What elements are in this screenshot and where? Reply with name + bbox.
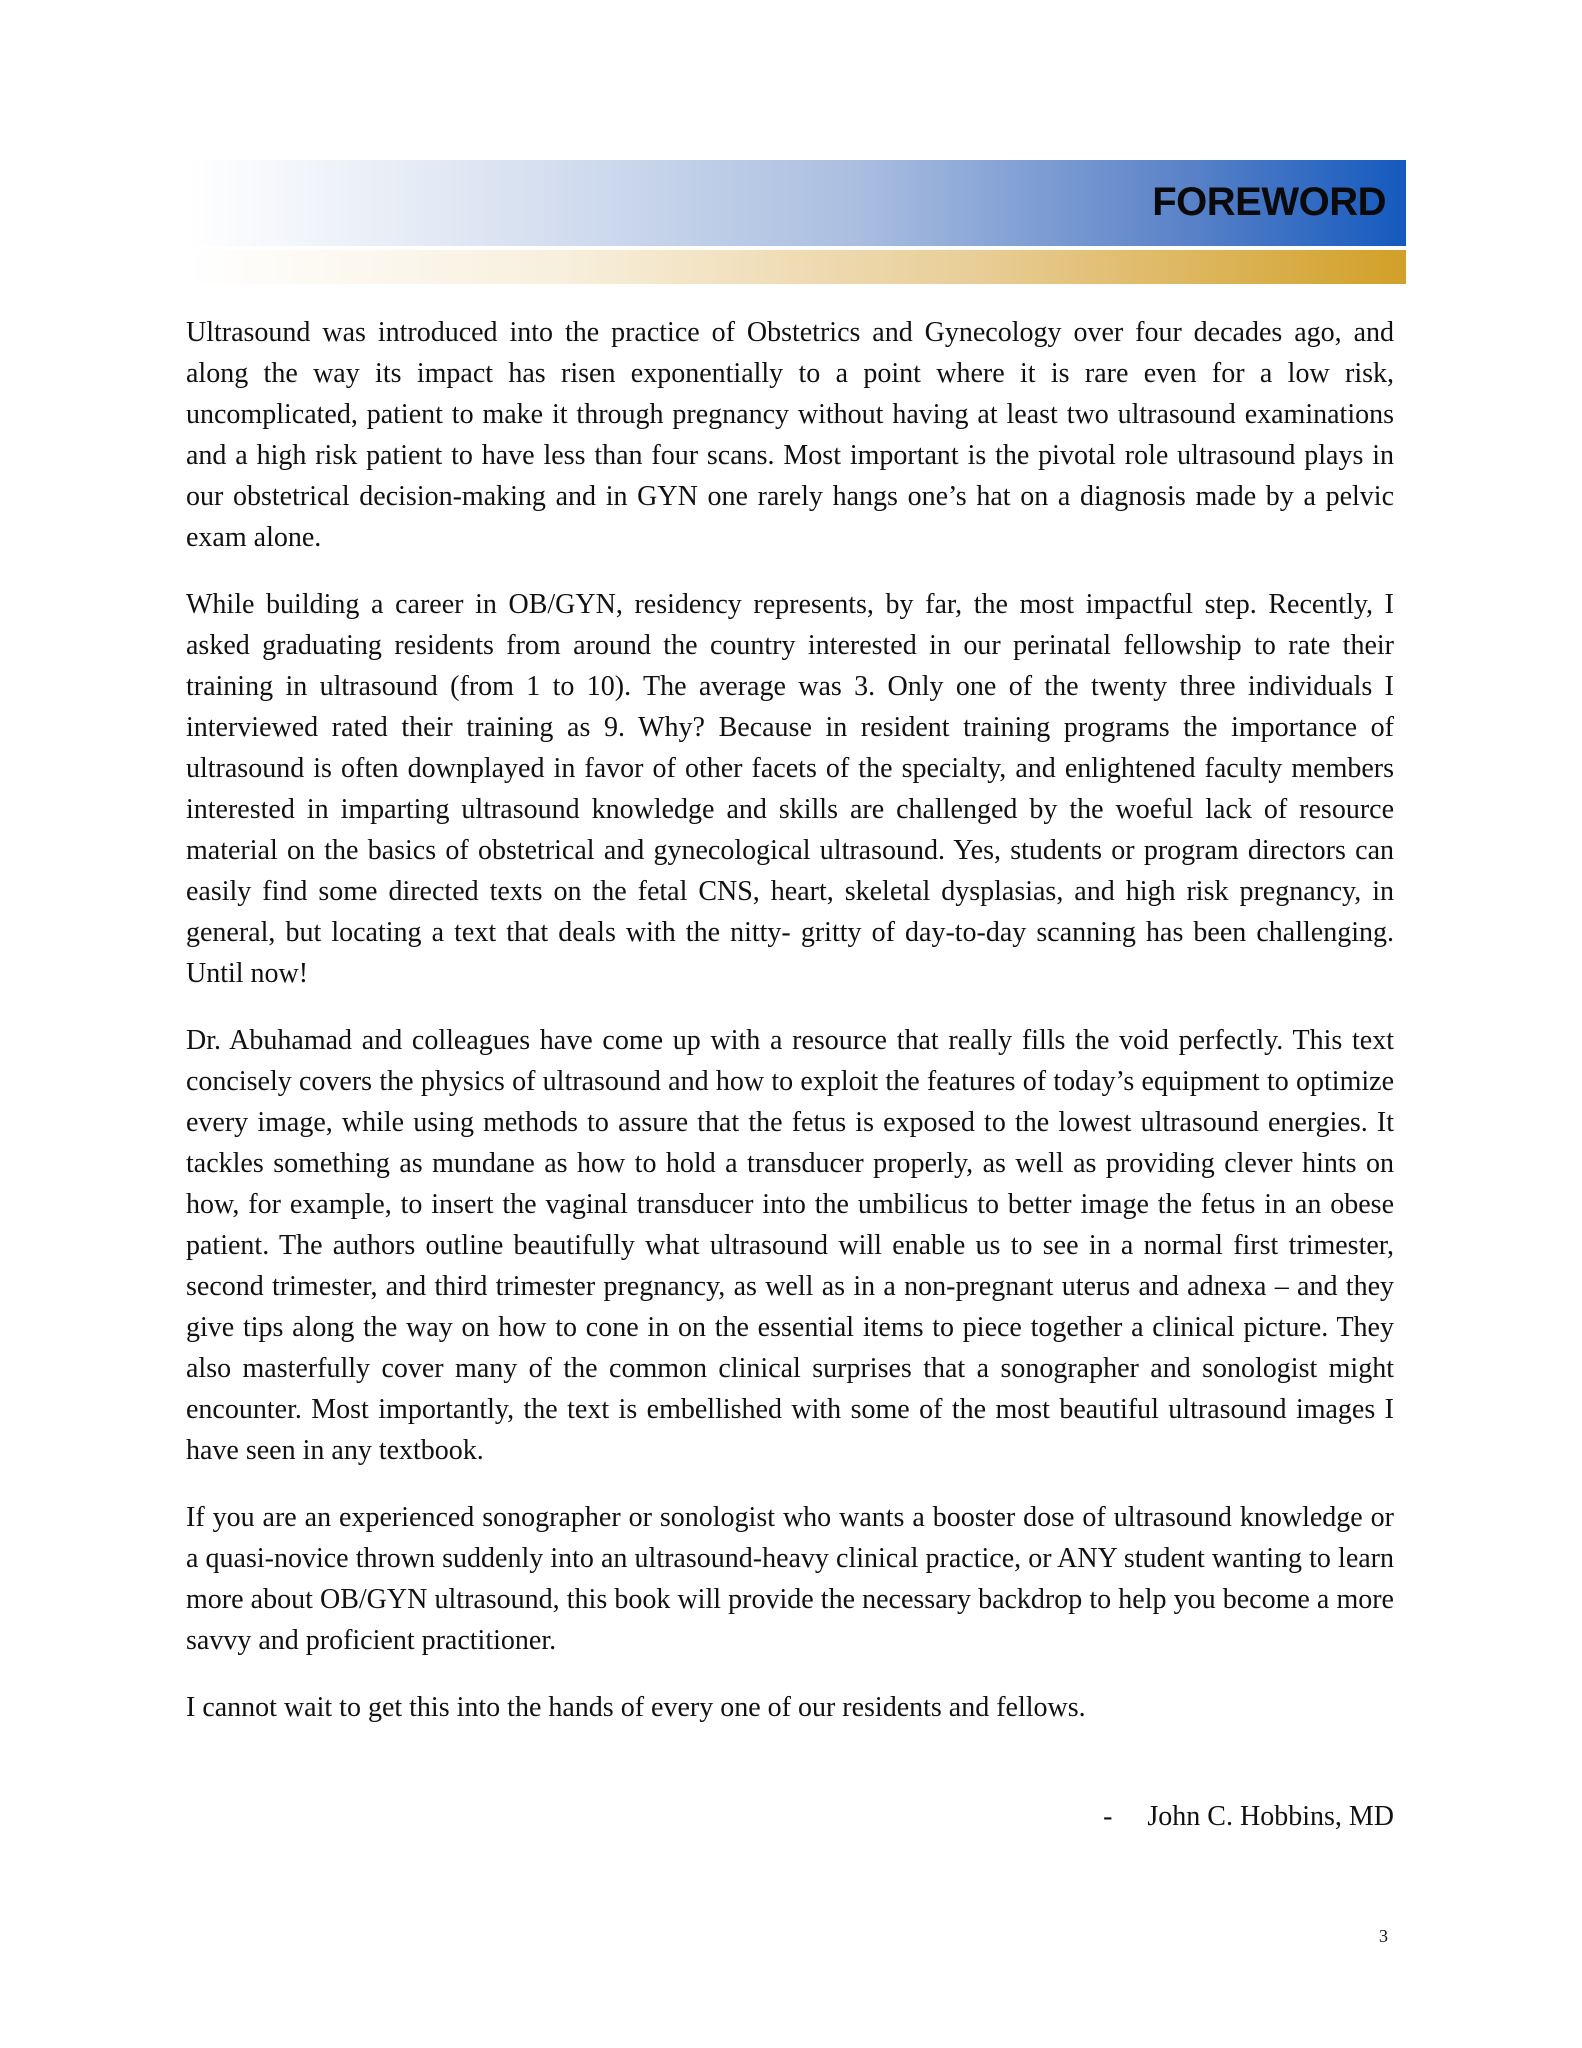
paragraph-1: Ultrasound was introduced into the practice of Obstetrics and Gynecology over four decades ago, and along the way its impact has risen exponentially to a point where it is rare even for a low risk, uncomplicated, patient to make it through pregnancy without having at least two ultrasound examinations and a high risk patient to have less than four scans. Most important is the pivotal role ultrasound plays in our obstetrical decision-making and in GYN one rarely hangs one’s hat on a diagnosis made by a pelvic exam alone. <box>186 317 1394 553</box>
paragraph-5: I cannot wait to get this into the hands of every one of our residents and fellows. <box>186 1692 1086 1723</box>
foreword-body <box>186 312 1394 1754</box>
paragraph-2: While building a career in OB/GYN, residency represents, by far, the most impactful step. Recently, I asked graduating residents from around the country interested in our perinatal fellowship to rate their training in ultrasound (from 1 to 10). The average was 3. Only one of the twenty three individuals I interviewed rated their training as 9. Why? Because in resident training programs the importance of ultrasound is often downplayed in favor of other facets of the specialty, and enlightened faculty members interested in imparting ultrasound knowledge and skills are challenged by the woeful lack of resource material on the basics of obstetrical and gynecological ultrasound. Yes, students or program directors can easily find some directed texts on the fetal CNS, heart, skeletal dysplasias, and high risk pregnancy, in general, but locating a text that deals with the nitty- gritty of day-to-day scanning has been challenging. Until now! <box>186 589 1394 989</box>
header-banner <box>186 160 1406 284</box>
page-number: 3 <box>1379 1926 1388 1946</box>
author-signature: - John C. Hobbins, MD <box>1103 1801 1394 1832</box>
paragraph-4: If you are an experienced sonographer or sonologist who wants a booster dose of ultrasound knowledge or a quasi-novice thrown suddenly into an ultrasound-heavy clinical practice, or ANY student wanting to learn more about OB/GYN ultrasound, this book will provide the necessary backdrop to help you become a more savvy and proficient practitioner. <box>186 1502 1394 1656</box>
page-title: FOREWORD <box>1152 180 1386 224</box>
paragraph-3: Dr. Abuhamad and colleagues have come up with a resource that really fills the void perfectly. This text concisely covers the physics of ultrasound and how to exploit the features of today’s equipment to optimize every image, while using methods to assure that the fetus is exposed to the lowest ultrasound energies. It tackles something as mundane as how to hold a transducer properly, as well as providing clever hints on how, for example, to insert the vaginal transducer into the umbilicus to better image the fetus in an obese patient. The authors outline beautifully what ultrasound will enable us to see in a normal first trimester, second trimester, and third trimester pregnancy, as well as in a non-pregnant uterus and adnexa – and they give tips along the way on how to cone in on the essential items to piece together a clinical picture. They also masterfully cover many of the common clinical surprises that a sonographer and sonologist might encounter. Most importantly, the text is embellished with some of the most beautiful ultrasound images I have seen in any textbook. <box>186 1025 1394 1466</box>
banner-gold-band <box>186 250 1406 284</box>
